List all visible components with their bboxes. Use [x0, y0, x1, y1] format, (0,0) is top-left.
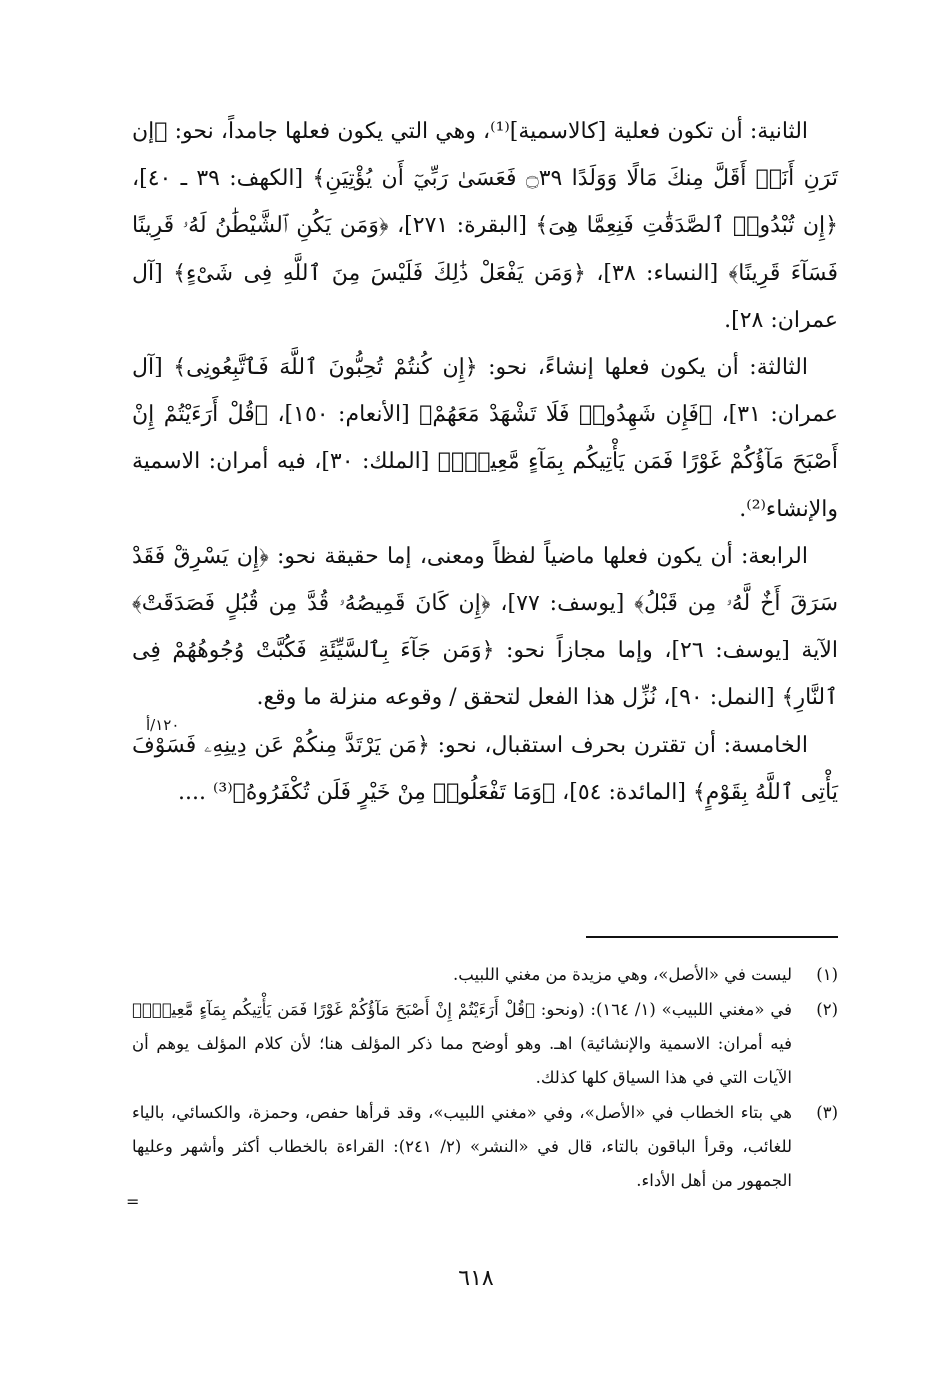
footnote-text: في «مغني اللبيب» (١/ ١٦٤): (ونحو: ﴿قُلْ أَرَءَيْتُمْ إِنْ أَصْبَحَ مَآؤُكُمْ غَوْرًا فَمَن يَأْتِيكُم بِمَآءٍ مَّعِينٍۭ﴾ فيه أمران: الاسمية والإنشائية) اهـ. وهو أوضح مما ذكر المؤلف هنا؛ لأن كلام المؤلف يوهم أن الآيات التي في هذا السياق كلها كذلك.	[132, 1000, 792, 1087]
footnote-number: (١)	[816, 965, 838, 984]
footnote-continuation-mark: =	[126, 1192, 140, 1211]
footnote-number: (٣)	[816, 1103, 838, 1122]
paragraph-third: الثالثة: أن يكون فعلها إنشاءً، نحو: ﴿إِن كُنتُمْ تُحِبُّونَ ٱللَّهَ فَٱتَّبِعُونِى﴾ [آل عمران: ٣١]، ﴿فَإِن شَهِدُوا۟ فَلَا تَشْهَدْ مَعَهُمْ﴾ [الأنعام: ١٥٠]، ﴿قُلْ أَرَءَيْتُمْ إِنْ أَصْبَحَ مَآؤُكُمْ غَوْرًا فَمَن يَأْتِيكُم بِمَآءٍ مَّعِينٍۭ﴾ [الملك: ٣٠]، فيه أمران: الاسمية والإنشاء⁽²⁾.	[132, 355, 838, 522]
paragraph-fourth: الرابعة: أن يكون فعلها ماضياً لفظاً ومعنى، إما حقيقة نحو: ﴿إِن يَسْرِقْ فَقَدْ سَرَقَ أَخٌ لَّهُۥ مِن قَبْلُ﴾ [يوسف: ٧٧]، ﴿إِن كَانَ قَمِيصُهُۥ قُدَّ مِن قُبُلٍ فَصَدَقَتْ﴾ الآية [يوسف: ٢٦]، وإما مجازاً نحو: ﴿وَمَن جَآءَ بِٱلسَّيِّئَةِ فَكُبَّتْ وُجُوهُهُمْ فِى ٱلنَّارِ﴾ [النمل: ٩٠]، نُزِّل هذا الفعل لتحقق / وقوعه منزلة ما وقع.	[132, 543, 839, 711]
paragraph-fifth: الخامسة: أن تقترن بحرف استقبال، نحو: ﴿مَن يَرْتَدَّ مِنكُمْ عَن دِينِهِۦ فَسَوْفَ يَأْتِى ٱللَّهُ بِقَوْمٍ﴾ [المائدة: ٥٤]، ﴿وَمَا تَفْعَلُوا۟ مِنْ خَيْرٍ فَلَن تُكْفَرُوهُ﴾⁽³⁾ ....	[132, 732, 838, 805]
manuscript-folio-marker: ١٢٠/أ	[146, 716, 180, 734]
footnotes	[132, 958, 838, 1199]
footnote	[132, 993, 838, 1095]
page-number: ٦١٨	[458, 1266, 494, 1291]
paragraph-second: الثانية: أن تكون فعلية [كالاسمية]⁽¹⁾، وهي التي يكون فعلها جامداً، نحو: ﴿إن تَرَنِ أَنَا۠ أَقَلَّ مِنكَ مَالًا وَوَلَدًا ۝٣٩ فَعَسَىٰ رَبِّيٓ أَن يُؤْتِيَنِ﴾ [الكهف: ٣٩ ـ ٤٠]، ﴿إِن تُبْدُوا۟ ٱلصَّدَقَٰتِ فَنِعِمَّا هِىَ﴾ [البقرة: ٢٧١]، ﴿وَمَن يَكُنِ ٱلشَّيْطَٰنُ لَهُۥ قَرِينًا فَسَآءَ قَرِينًا﴾ [النساء: ٣٨]، ﴿وَمَن يَفْعَلْ ذَٰلِكَ فَلَيْسَ مِنَ ٱللَّهِ فِى شَىْءٍ﴾ [آل عمران: ٢٨].	[132, 119, 838, 333]
footnote-text: ليست في «الأصل»، وهي مزيدة من مغني اللبيب.	[453, 965, 792, 984]
main-text	[132, 108, 838, 816]
footnote	[132, 958, 838, 992]
footnote	[132, 1096, 838, 1198]
footnote-text: هي بتاء الخطاب في «الأصل»، وفي «مغني اللبيب»، وقد قرأها حفص، وحمزة، والكسائي، بالياء للغائب، وقرأ الباقون بالتاء، قال في «النشر» (٢/ ٢٤١): القراءة بالخطاب أكثر وأشهر وعليها الجمهور من أهل الأداء.	[132, 1103, 792, 1190]
footnote-number: (٢)	[816, 1000, 838, 1019]
footnote-separator	[586, 936, 838, 938]
